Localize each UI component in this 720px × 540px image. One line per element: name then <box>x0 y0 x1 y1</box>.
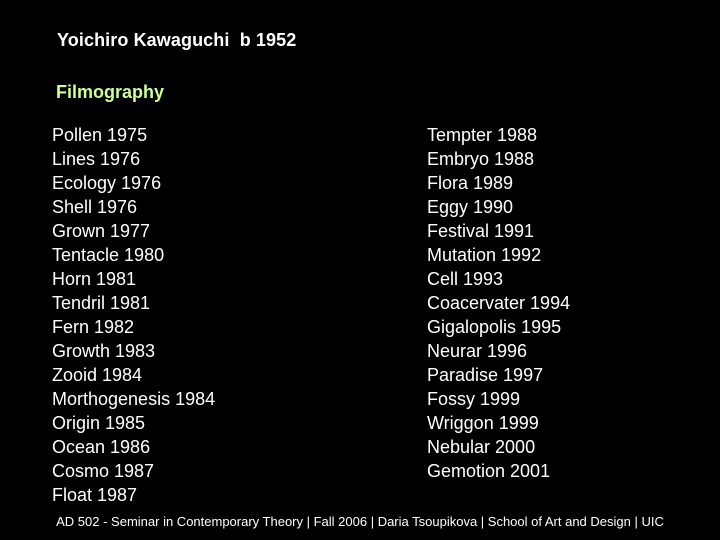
list-item: Gemotion 2001 <box>427 461 551 481</box>
list-item: Nebular 2000 <box>427 437 536 457</box>
page-title: Yoichiro Kawaguchi b 1952 <box>57 30 297 50</box>
list-item: Wriggon 1999 <box>427 413 539 433</box>
list-item: Embryo 1988 <box>427 149 535 169</box>
slide-footer: AD 502 - Seminar in Contemporary Theory | Fall 2006 | Daria Tsoupikova | School of Art and Design | UIC <box>56 514 664 529</box>
list-item: Tendril 1981 <box>52 293 151 313</box>
list-item: Zooid 1984 <box>52 365 143 385</box>
section-heading: Filmography <box>56 82 165 102</box>
list-item: Morthogenesis 1984 <box>52 389 216 409</box>
list-item: Neurar 1996 <box>427 341 528 361</box>
list-item: Tempter 1988 <box>427 125 538 145</box>
list-item: Grown 1977 <box>52 221 151 241</box>
list-item: Lines 1976 <box>52 149 141 169</box>
list-item: Mutation 1992 <box>427 245 542 265</box>
list-item: Cell 1993 <box>427 269 504 289</box>
list-item: Growth 1983 <box>52 341 156 361</box>
list-item: Ecology 1976 <box>52 173 162 193</box>
list-item: Coacervater 1994 <box>427 293 571 313</box>
list-item: Cosmo 1987 <box>52 461 155 481</box>
filmography-list-right <box>427 123 570 483</box>
list-item: Eggy 1990 <box>427 197 514 217</box>
list-item: Fern 1982 <box>52 317 135 337</box>
filmography-list-left <box>52 123 215 507</box>
list-item: Tentacle 1980 <box>52 245 165 265</box>
list-item: Paradise 1997 <box>427 365 544 385</box>
list-item: Flora 1989 <box>427 173 514 193</box>
list-item: Shell 1976 <box>52 197 138 217</box>
list-item: Fossy 1999 <box>427 389 521 409</box>
list-item: Gigalopolis 1995 <box>427 317 562 337</box>
list-item: Horn 1981 <box>52 269 137 289</box>
list-item: Ocean 1986 <box>52 437 151 457</box>
list-item: Festival 1991 <box>427 221 535 241</box>
list-item: Pollen 1975 <box>52 125 148 145</box>
list-item: Origin 1985 <box>52 413 146 433</box>
list-item: Float 1987 <box>52 485 138 505</box>
